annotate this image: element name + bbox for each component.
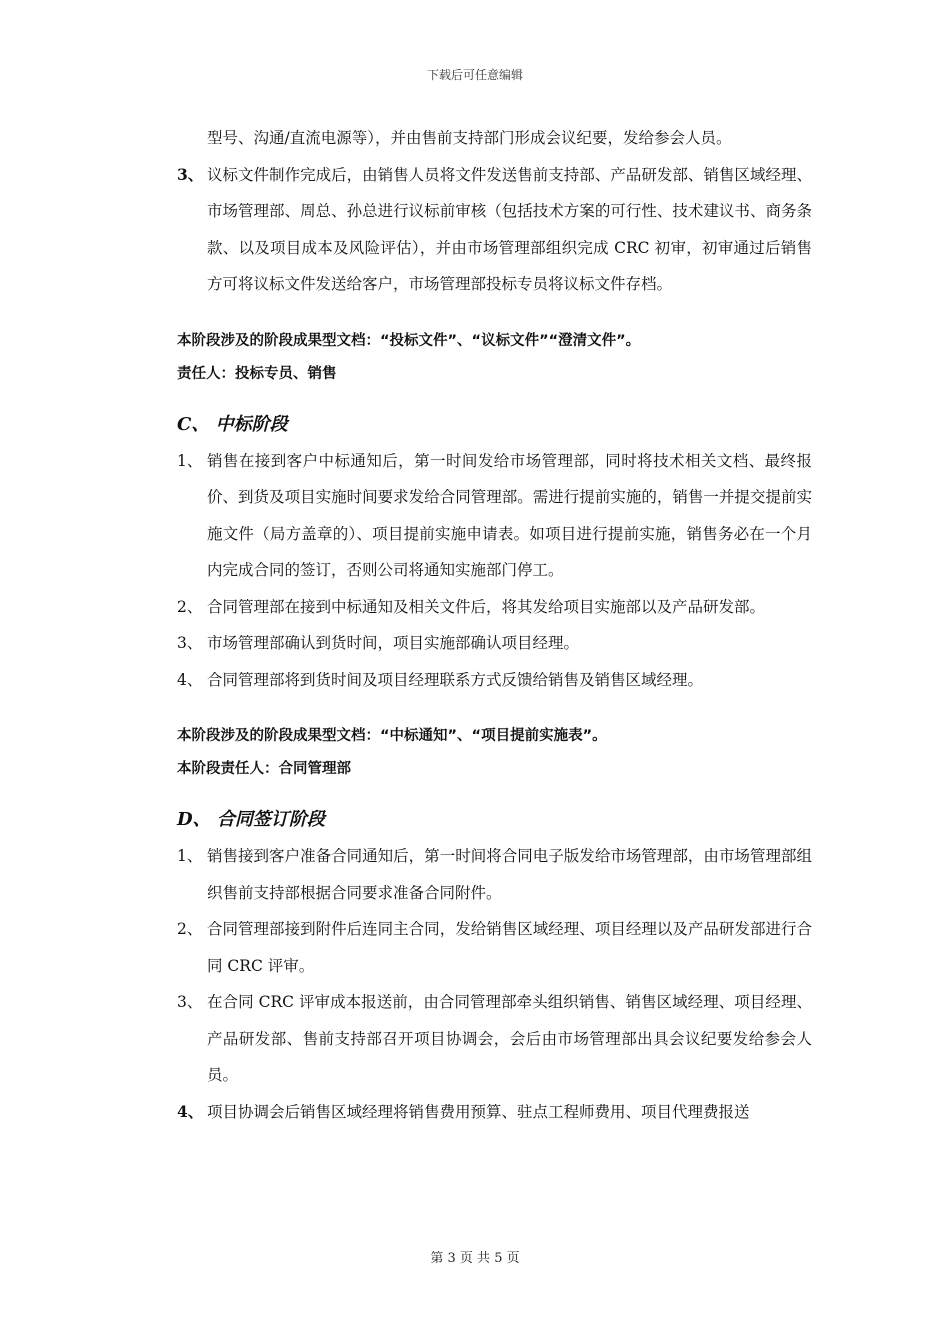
list-item — [177, 625, 812, 662]
list-number: 1、 — [177, 451, 203, 470]
page-header: 下载后可任意编辑 — [426, 68, 523, 82]
list-number: 4、 — [177, 670, 203, 689]
list-text: 合同管理部将到货时间及项目经理联系方式反馈给销售及销售区域经理。 — [207, 670, 704, 689]
page-footer: 第 3 页 共 5 页 — [430, 1251, 520, 1266]
list-number: 4、 — [177, 1101, 204, 1121]
list-text: 市场管理部确认到货时间，项目实施部确认项目经理。 — [207, 634, 580, 652]
list-text: 在合同 CRC 评审成本报送前，由合同管理部牵头组织销售、销售区域经理、项目经理、产品研发部、售前支持部召开项目协调会，会后由市场管理部出具会议纪要发给参会人员。 — [207, 993, 812, 1084]
list-text: 销售接到客户准备合同通知后，第一时间将合同电子版发给市场管理部，由市场管理部组织售前支持部根据合同要求准备合同附件。 — [207, 847, 812, 902]
stage-documents: 本阶段涉及的阶段成果型文档：“中标通知”、“项目提前实施表”。 — [177, 728, 607, 744]
document-body — [177, 120, 812, 1130]
list-text: 议标文件制作完成后，由销售人员将文件发送售前支持部、产品研发部、销售区域经理、市场管理部、周总、孙总进行议标前审核（包括技术方案的可行性、技术建议书、商务条款、以及项目成本及风险评估），并由市场管理部组织完成 CRC 初审，初审通过后销售方可将议标文件发送给客户，市场管理部投标专员将议标文件存档。 — [207, 165, 812, 293]
stage-owner: 本阶段责任人：合同管理部 — [177, 761, 351, 777]
continuation-paragraph: 型号、沟通/直流电源等），并由售前支持部门形成会议纪要，发给参会人员。 — [207, 129, 732, 147]
list-number: 1、 — [177, 847, 203, 865]
list-text: 项目协调会后销售区域经理将销售费用预算、驻点工程师费用、项目代理费报送 — [207, 1102, 750, 1121]
section-title-c: C、 中标阶段 — [177, 413, 288, 435]
list-number: 3、 — [177, 993, 203, 1011]
stage-owner: 责任人：投标专员、销售 — [177, 365, 337, 382]
list-item — [177, 589, 812, 626]
list-item — [177, 157, 812, 303]
list-item — [177, 1094, 812, 1131]
list-number: 3、 — [177, 164, 204, 184]
list-number: 3、 — [177, 634, 203, 652]
list-item — [177, 443, 812, 589]
list-text: 合同管理部在接到中标通知及相关文件后，将其发给项目实施部以及产品研发部。 — [207, 597, 766, 616]
list-number: 2、 — [177, 597, 203, 616]
list-item — [177, 911, 812, 984]
list-item — [177, 662, 812, 699]
list-item — [177, 838, 812, 911]
list-text: 合同管理部接到附件后连同主合同，发给销售区域经理、项目经理以及产品研发部进行合同 CRC 评审。 — [207, 920, 812, 975]
section-title-d: D、 合同签订阶段 — [177, 809, 325, 830]
list-item — [177, 984, 812, 1094]
list-number: 2、 — [177, 920, 203, 938]
list-text: 销售在接到客户中标通知后，第一时间发给市场管理部，同时将技术相关文档、最终报价、到货及项目实施时间要求发给合同管理部。需进行提前实施的，销售一并提交提前实施文件（局方盖章的）、项目提前实施申请表。如项目进行提前实施，销售务必在一个月内完成合同的签订，否则公司将通知实施部门停工。 — [207, 451, 812, 579]
stage-documents: 本阶段涉及的阶段成果型文档：“投标文件”、“议标文件”“澄清文件”。 — [177, 332, 641, 349]
